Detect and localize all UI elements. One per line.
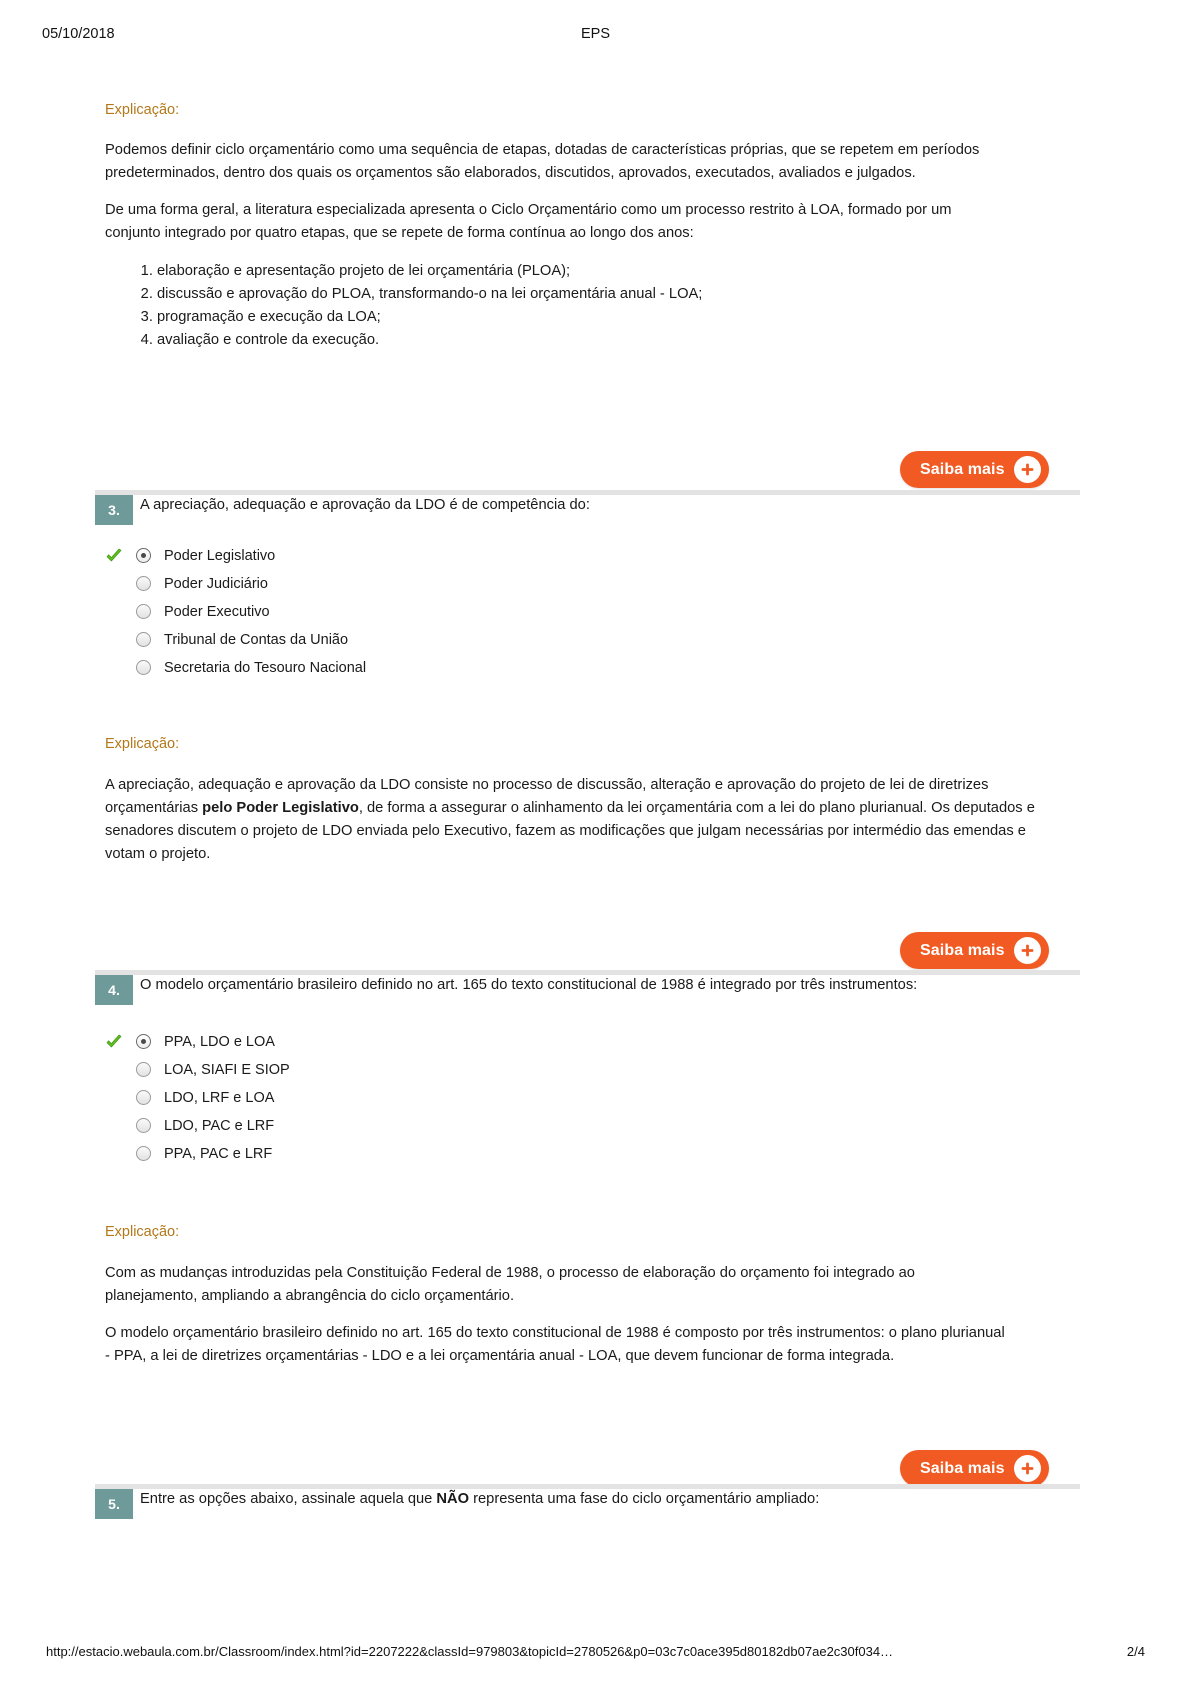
correct-check-icon xyxy=(105,1033,123,1051)
print-footer xyxy=(0,1644,1191,1662)
footer-url: http://estacio.webaula.com.br/Classroom/index.html?id=2207222&classId=979803&topicId=2780526&p0=03c7c0ace395d80182db07ae2c30f034… xyxy=(46,1644,894,1659)
option-label: LDO, LRF e LOA xyxy=(164,1090,275,1106)
list-item: 2. discussão e aprovação do PLOA, transformando-o na lei orçamentária anual - LOA; xyxy=(157,283,1045,306)
options-list-question-3 xyxy=(0,543,1191,683)
explanation-body xyxy=(105,1262,1010,1367)
saiba-mais-label: Saiba mais xyxy=(920,941,1005,959)
option-row[interactable] xyxy=(0,1141,1191,1169)
explanation-paragraph: Podemos definir ciclo orçamentário como uma sequência de etapas, dotadas de características próprias, que se repetem em períodos predeterminados, dentro dos quais os orçamentos são elaborados, discutidos, aprovados, executados, avaliados e julgados. xyxy=(105,142,980,182)
option-row[interactable] xyxy=(0,655,1191,683)
question-text-part1: Entre as opções abaixo, assinale aquela que xyxy=(140,1491,437,1507)
radio-button[interactable] xyxy=(136,548,151,563)
question-number-badge: 5. xyxy=(95,1489,133,1519)
question-text xyxy=(140,1489,1030,1510)
option-row[interactable] xyxy=(0,627,1191,655)
plus-icon xyxy=(1014,1455,1041,1482)
option-row[interactable] xyxy=(0,599,1191,627)
option-label: Poder Executivo xyxy=(164,604,270,620)
explanation-paragraph: Com as mudanças introduzidas pela Constituição Federal de 1988, o processo de elaboração do orçamento foi integrado ao planejamento, ampliando a abrangência do ciclo orçamentário. xyxy=(105,1265,915,1305)
explanation-text-part1: A apreciação, adequação e aprovação da LDO consiste no processo de discussão, alteração e aprovação do projeto de lei de diretrizes orçamentárias xyxy=(105,777,989,817)
option-row[interactable] xyxy=(0,1057,1191,1085)
explanation-paragraph: O modelo orçamentário brasileiro definido no art. 165 do texto constitucional de 1988 é composto por três instrumentos: o plano plurianual - PPA, a lei de diretrizes orçamentárias - LDO e a lei orçamentária anual - LOA, que devem funcionar de forma integrada. xyxy=(105,1324,1005,1364)
explanation-text-bold: pelo Poder Legislativo xyxy=(202,800,359,817)
option-label: LDO, PAC e LRF xyxy=(164,1118,275,1134)
print-date: 05/10/2018 xyxy=(42,26,115,42)
option-label: PPA, LDO e LOA xyxy=(164,1034,275,1050)
option-row[interactable] xyxy=(0,1113,1191,1141)
list-item: 3. programação e execução da LOA; xyxy=(157,306,1045,329)
saiba-mais-button[interactable] xyxy=(900,451,1049,488)
plus-icon xyxy=(1014,456,1041,483)
saiba-mais-button[interactable] xyxy=(900,1450,1049,1487)
radio-button[interactable] xyxy=(136,576,151,591)
plus-icon xyxy=(1014,937,1041,964)
radio-button[interactable] xyxy=(136,632,151,647)
explicacao-label: Explicação: xyxy=(105,736,180,752)
option-row[interactable] xyxy=(0,543,1191,571)
document-title: EPS xyxy=(580,26,610,42)
saiba-mais-label: Saiba mais xyxy=(920,460,1005,478)
footer-page-number: 2/4 xyxy=(1126,1644,1145,1659)
correct-check-icon xyxy=(105,547,123,565)
question-number-badge: 4. xyxy=(95,975,133,1005)
options-list-question-4 xyxy=(0,1029,1191,1169)
radio-button[interactable] xyxy=(136,1146,151,1161)
list-item: 4. avaliação e controle da execução. xyxy=(157,329,1045,352)
question-text-bold: NÃO xyxy=(436,1491,470,1507)
option-row[interactable] xyxy=(0,571,1191,599)
explanation-text-part2: , de forma a assegurar o alinhamento da lei orçamentária com a lei do plano plurianual. Os deputados e senadores discutem o projeto de LDO enviada pelo Executivo, fazem as modificações que julgam necessárias por intermédio das emendas e votam o projeto. xyxy=(105,800,1035,862)
option-label: Tribunal de Contas da União xyxy=(164,632,349,648)
radio-button[interactable] xyxy=(136,1062,151,1077)
explanation-body xyxy=(105,774,1045,865)
radio-button[interactable] xyxy=(136,604,151,619)
saiba-mais-label: Saiba mais xyxy=(920,1459,1005,1477)
option-label: PPA, PAC e LRF xyxy=(164,1146,273,1162)
explanation-block-question-4 xyxy=(105,1222,1055,1367)
radio-button[interactable] xyxy=(136,660,151,675)
explanation-paragraph xyxy=(105,774,1045,865)
option-label: Poder Legislativo xyxy=(164,548,276,564)
question-text: A apreciação, adequação e aprovação da LDO é de competência do: xyxy=(140,497,590,513)
radio-button[interactable] xyxy=(136,1118,151,1133)
question-text: O modelo orçamentário brasileiro definido no art. 165 do texto constitucional de 1988 é integrado por três instrumentos: xyxy=(140,977,918,993)
option-row[interactable] xyxy=(0,1029,1191,1057)
question-text-part2: representa uma fase do ciclo orçamentário ampliado: xyxy=(469,1491,820,1507)
option-label: Secretaria do Tesouro Nacional xyxy=(164,660,367,676)
explicacao-label: Explicação: xyxy=(105,102,180,118)
explanation-body xyxy=(105,139,995,244)
saiba-mais-button[interactable] xyxy=(900,932,1049,969)
option-label: LOA, SIAFI E SIOP xyxy=(164,1062,290,1078)
option-row[interactable] xyxy=(0,1085,1191,1113)
print-header xyxy=(0,26,1191,46)
option-label: Poder Judiciário xyxy=(164,576,268,592)
radio-button[interactable] xyxy=(136,1090,151,1105)
list-item: 1. elaboração e apresentação projeto de lei orçamentária (PLOA); xyxy=(157,260,1045,283)
question-number-badge: 3. xyxy=(95,495,133,525)
radio-button[interactable] xyxy=(136,1034,151,1049)
explanation-block-question-3 xyxy=(105,734,1055,865)
explanation-block-question-2 xyxy=(105,100,1045,352)
explicacao-label: Explicação: xyxy=(105,1224,180,1240)
explanation-steps-list xyxy=(105,260,1045,351)
explanation-paragraph: De uma forma geral, a literatura especializada apresenta o Ciclo Orçamentário como um processo restrito à LOA, formado por um conjunto integrado por quatro etapas, que se repete de forma contínua ao longo dos anos: xyxy=(105,201,952,241)
